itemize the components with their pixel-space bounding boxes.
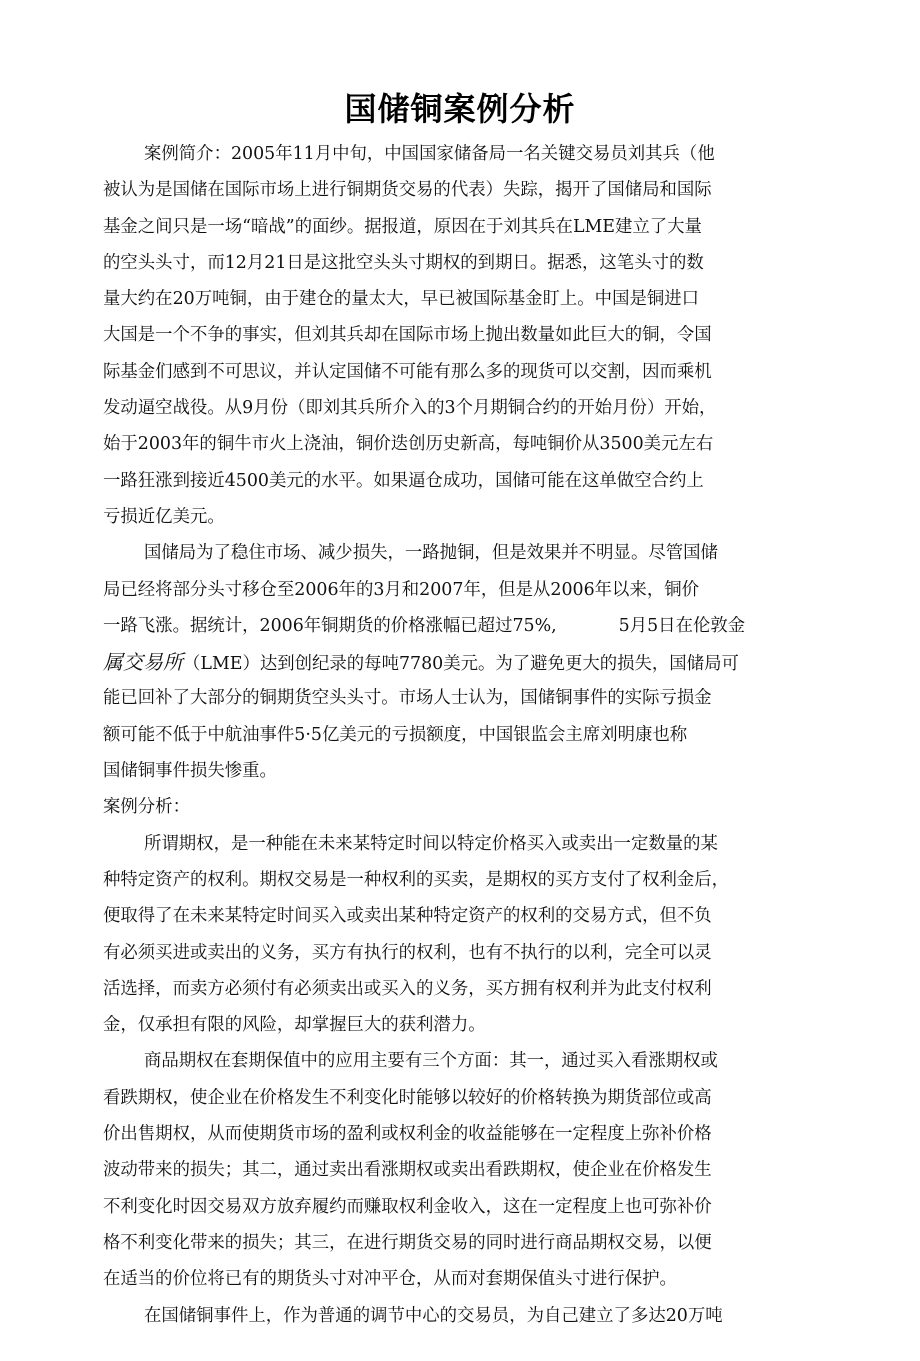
text-line: 有必须买进或卖出的义务，买方有执行的权利，也有不执行的以利，完全可以灵: [103, 942, 712, 963]
text-line: [103, 644, 823, 680]
text-segment: （LME）达到创纪录的每吨7780美元。为了避免更大的损失，国储局可: [183, 654, 739, 675]
document-body: [103, 136, 823, 1334]
text-line: 发动逼空战役。从9月份（即刘其兵所介入的3个月期铜合约的开始月份）开始，: [103, 398, 717, 419]
text-line: 所谓期权，是一种能在未来某特定时间以特定价格买入或卖出一定数量的某: [144, 833, 718, 854]
text-line: 亏损近亿美元。: [103, 506, 225, 527]
text-line: 一路狂涨到接近4500美元的水平。如果逼仓成功，国储可能在这单做空合约上: [103, 470, 704, 491]
italic-text-segment: 属交易所: [103, 650, 183, 675]
text-line: 案例简介：2005年11月中旬，中国国家储备局一名关键交易员刘其兵（他: [144, 144, 715, 164]
text-line: 量大约在20万吨铜，由于建仓的量太大，早已被国际基金盯上。中国是铜进口: [103, 289, 700, 310]
text-line: 种特定资产的权利。期权交易是一种权利的买卖，是期权的买方支付了权利金后，: [103, 869, 730, 890]
text-line: [103, 608, 823, 644]
text-line: 际基金们感到不可思议，并认定国储不可能有那么多的现货可以交割，因而乘机: [103, 361, 712, 382]
text-line: 始于2003年的铜牛市火上浇油，铜价迭创历史新高，每吨铜价从3500美元左右: [103, 434, 714, 455]
text-line: 国储局为了稳住市场、减少损失，一路抛铜，但是效果并不明显。尽管国储: [144, 543, 718, 564]
text-line: 价出售期权，从而使期货市场的盈利或权利金的收益能够在一定程度上弥补价格: [103, 1124, 712, 1145]
text-line: 被认为是国储在国际市场上进行铜期货交易的代表）失踪，揭开了国储局和国际: [103, 180, 712, 201]
text-segment: 5月5日在伦敦金: [618, 615, 746, 636]
text-line: 的空头头寸，而12月21日是这批空头头寸期权的到期日。据悉，这笔头寸的数: [103, 252, 704, 273]
text-line: 大国是一个不争的事实，但刘其兵却在国际市场上抛出数量如此巨大的铜，令国: [103, 325, 712, 346]
text-line: 看跌期权，使企业在价格发生不利变化时能够以较好的价格转换为期货部位或高: [103, 1087, 712, 1108]
text-line: 便取得了在未来某特定时间买入或卖出某种特定资产的权利的交易方式，但不负: [103, 906, 712, 927]
text-line: 在适当的价位将已有的期货头寸对冲平仓，从而对套期保值头寸进行保护。: [103, 1269, 677, 1290]
text-line: 额可能不低于中航油事件5·5亿美元的亏损额度，中国银监会主席刘明康也称: [103, 724, 688, 745]
text-line: 在国储铜事件上，作为普通的调节中心的交易员，为自己建立了多达20万吨: [144, 1305, 723, 1326]
text-line: 金，仅承担有限的风险，却掌握巨大的获利潜力。: [103, 1015, 486, 1036]
text-line: 局已经将部分头寸移仓至2006年的3月和2007年，但是从2006年以来，铜价: [103, 579, 699, 600]
text-segment: 一路飞涨。据统计，2006年铜期货的价格涨幅已超过75%,: [103, 615, 557, 636]
section-heading: 案例分析：: [103, 797, 190, 818]
text-line: 国储铜事件损失惨重。: [103, 761, 277, 782]
text-line: 格不利变化带来的损失；其三，在进行期货交易的同时进行商品期权交易，以便: [103, 1232, 712, 1253]
text-line: 不利变化时因交易双方放弃履约而赚取权利金收入，这在一定程度上也可弥补价: [103, 1196, 712, 1217]
text-line: 商品期权在套期保值中的应用主要有三个方面：其一，通过买入看涨期权或: [144, 1051, 718, 1072]
text-line: 基金之间只是一场“暗战”的面纱。据报道，原因在于刘其兵在LME建立了大量: [103, 216, 702, 237]
text-line: 能已回补了大部分的铜期货空头头寸。市场人士认为，国储铜事件的实际亏损金: [103, 688, 712, 709]
text-line: 波动带来的损失；其二，通过卖出看涨期权或卖出看跌期权，使企业在价格发生: [103, 1160, 712, 1181]
document-title: 国储铜案例分析: [344, 90, 576, 128]
text-line: 活选择，而卖方必须付有必须卖出或买入的义务，买方拥有权利并为此支付权利: [103, 978, 712, 999]
